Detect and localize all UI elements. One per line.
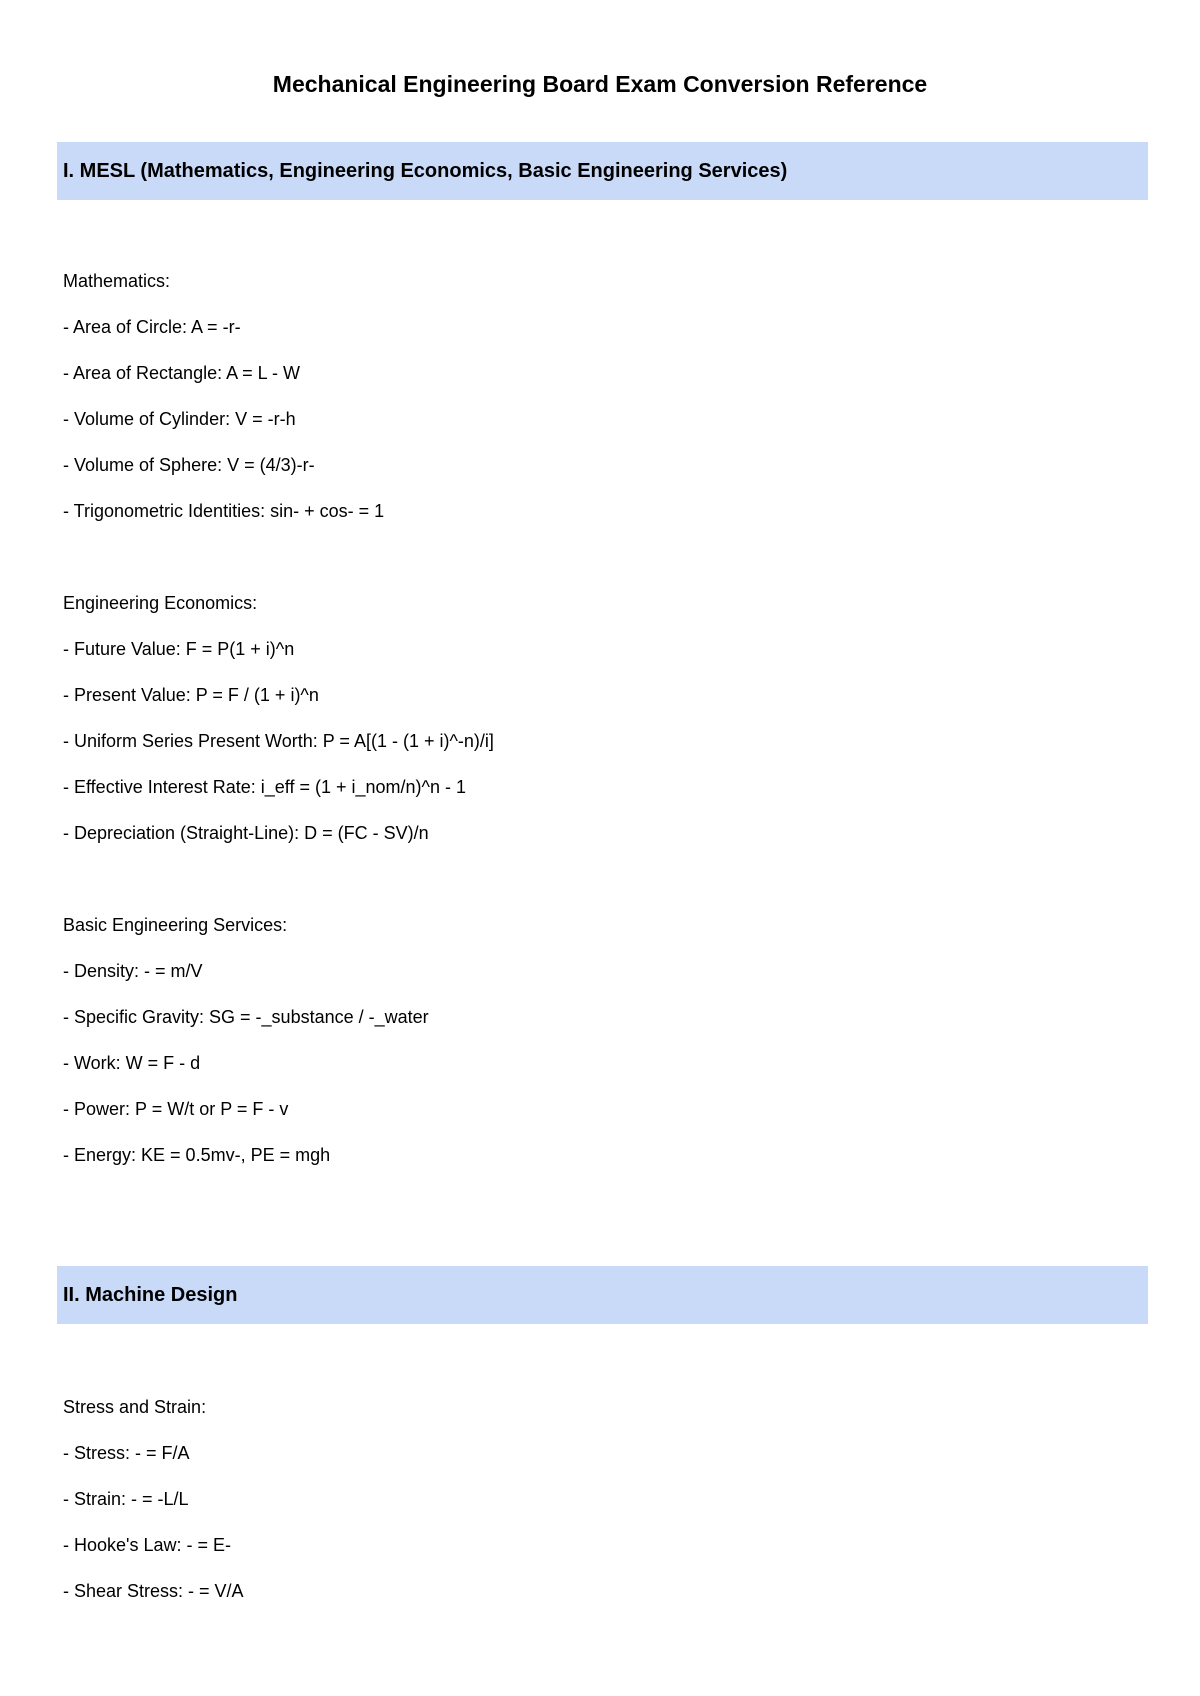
formula-line: - Trigonometric Identities: sin- + cos- = 1 xyxy=(63,501,385,521)
group-heading-engineering-economics: Engineering Economics: xyxy=(63,593,258,613)
formula-line: - Future Value: F = P(1 + i)^n xyxy=(63,639,295,659)
formula-line: - Stress: - = F/A xyxy=(63,1443,190,1463)
group-heading-basic-engineering-services: Basic Engineering Services: xyxy=(63,915,288,935)
formula-line: - Energy: KE = 0.5mv-, PE = mgh xyxy=(63,1145,331,1165)
formula-line: - Shear Stress: - = V/A xyxy=(63,1581,244,1601)
section-body-mesl xyxy=(63,258,494,1178)
formula-line: - Area of Rectangle: A = L - W xyxy=(63,363,300,383)
formula-line: - Work: W = F - d xyxy=(63,1053,201,1073)
spacer xyxy=(63,856,494,902)
group-heading-mathematics: Mathematics: xyxy=(63,271,171,291)
formula-line: - Hooke's Law: - = E- xyxy=(63,1535,231,1555)
formula-line: - Specific Gravity: SG = -_substance / -_water xyxy=(63,1007,429,1027)
formula-line: - Volume of Cylinder: V = -r-h xyxy=(63,409,296,429)
formula-line: - Effective Interest Rate: i_eff = (1 + i_nom/n)^n - 1 xyxy=(63,777,466,797)
formula-line: - Power: P = W/t or P = F - v xyxy=(63,1099,289,1119)
formula-line: - Area of Circle: A = -r- xyxy=(63,317,241,337)
section-heading-machine-design: II. Machine Design xyxy=(57,1266,1148,1324)
section-heading-mesl: I. MESL (Mathematics, Engineering Economics, Basic Engineering Services) xyxy=(57,142,1148,200)
formula-line: - Present Value: P = F / (1 + i)^n xyxy=(63,685,319,705)
formula-line: - Volume of Sphere: V = (4/3)-r- xyxy=(63,455,315,475)
formula-line: - Strain: - = -L/L xyxy=(63,1489,189,1509)
spacer xyxy=(63,534,494,580)
formula-line: - Density: - = m/V xyxy=(63,961,203,981)
formula-line: - Depreciation (Straight-Line): D = (FC - SV)/n xyxy=(63,823,429,843)
formula-line: - Uniform Series Present Worth: P = A[(1 - (1 + i)^-n)/i] xyxy=(63,731,494,751)
group-heading-stress-and-strain: Stress and Strain: xyxy=(63,1397,207,1417)
page-title: Mechanical Engineering Board Exam Conversion Reference xyxy=(272,71,928,97)
section-body-machine-design xyxy=(63,1384,244,1614)
